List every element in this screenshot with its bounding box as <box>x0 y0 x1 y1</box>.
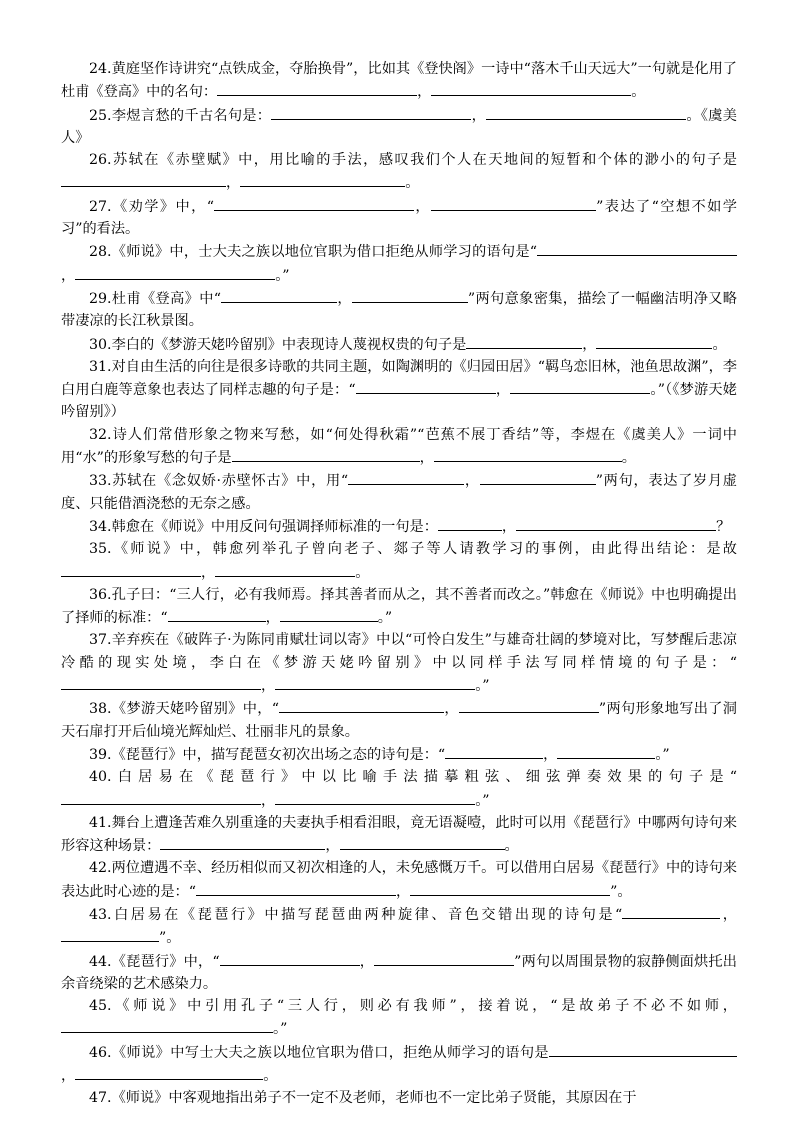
question-text: ”。 <box>159 930 181 947</box>
answer-blank[interactable] <box>240 171 405 187</box>
question-text: ， <box>720 906 737 923</box>
answer-blank[interactable] <box>271 104 471 120</box>
question-text: 25.李煜言愁的千古名句是： <box>89 107 272 124</box>
question-text: ， <box>419 450 434 467</box>
question-text: 36.孔子曰：“三人行，必有我师焉。择其善者而从之，其不善者而改之。”韩愈在《师说》中也明确提出了择师的标准：“ <box>61 586 737 627</box>
question-text: 。 <box>504 838 519 855</box>
question-text: 。”（《梦游天姥吟留别》） <box>61 382 737 421</box>
question-text: 35.《师说》中，韩愈列举孔子曾向老子、郯子等人请教学习的事例，由此得出结论：是故 <box>89 541 737 558</box>
question-text: 34.韩愈在《师说》中用反问句强调择师标准的一句是： <box>89 518 438 535</box>
question-text: 26.苏轼在《赤壁赋》中，用比喻的手法，感叹我们个人在天地间的短暂和个体的渺小的句子是 <box>89 152 737 169</box>
question-text: 。” <box>273 1021 288 1038</box>
question-item <box>61 743 737 766</box>
question-item <box>61 469 737 515</box>
answer-blank[interactable] <box>549 1041 737 1057</box>
answer-blank[interactable] <box>214 195 414 211</box>
question-item <box>61 629 737 697</box>
question-text: 。” <box>655 746 670 763</box>
answer-blank[interactable] <box>431 195 596 211</box>
question-text: ”两句，表达了岁月虚度、只能借酒浇愁的无奈之感。 <box>61 473 737 512</box>
question-item <box>61 584 737 630</box>
question-text: ， <box>582 336 597 353</box>
answer-blank[interactable] <box>537 240 737 256</box>
question-item <box>61 195 737 241</box>
question-text: 44.《琵琶行》中，“ <box>89 953 220 970</box>
answer-blank[interactable] <box>438 515 502 531</box>
question-text: 40.白居易在《琵琶行》中以比喻手法描摹粗弦、细弦弹奏效果的句子是“ <box>89 769 737 786</box>
question-item <box>61 58 737 104</box>
answer-blank[interactable] <box>622 903 720 919</box>
question-text: 28.《师说》中，士大夫之族以地位官职为借口拒绝从师学习的语句是“ <box>89 244 537 261</box>
question-item <box>61 240 737 287</box>
question-text: 31.对自由生活的向往是很多诗歌的共同主题，如陶渊明的《归园田居》“羁鸟恋旧林，池鱼思故渊”，李白用白鹿等意象也表达了同样志趣的句子是：“ <box>61 358 737 399</box>
answer-blank[interactable] <box>596 333 712 349</box>
answer-blank[interactable] <box>279 697 444 713</box>
question-text: 。 <box>355 564 370 581</box>
answer-blank[interactable] <box>431 80 631 96</box>
question-item <box>61 766 737 812</box>
question-text: ， <box>337 290 352 307</box>
answer-blank[interactable] <box>61 1017 273 1033</box>
question-text: ”。 <box>610 883 632 900</box>
question-text: ， <box>226 175 241 192</box>
question-text: 。 <box>621 450 636 467</box>
question-text: 45.《师说》中引用孔子“三人行，则必有我师”，接着说，“是故弟子不必不如师， <box>89 998 737 1015</box>
question-text: ， <box>543 746 558 763</box>
answer-blank[interactable] <box>215 561 355 577</box>
question-text: 。 <box>405 175 420 192</box>
question-text: 。” <box>475 792 490 809</box>
answer-blank[interactable] <box>410 880 610 896</box>
question-text: 42.两位遭遇不幸、经历相似而又初次相逢的人，未免感慨万千。可以借用白居易《琵琶行》中的诗句来表达此时心迹的是：“ <box>61 860 737 900</box>
answer-blank[interactable] <box>61 926 159 942</box>
answer-blank[interactable] <box>352 287 468 303</box>
answer-blank[interactable] <box>510 378 650 394</box>
answer-blank[interactable] <box>232 446 420 462</box>
question-item <box>61 424 737 470</box>
question-text: 。” <box>377 610 393 627</box>
question-text: ， <box>261 792 276 809</box>
answer-blank[interactable] <box>480 469 596 485</box>
answer-blank[interactable] <box>196 880 396 896</box>
answer-blank[interactable] <box>466 333 582 349</box>
answer-blank[interactable] <box>348 469 464 485</box>
question-item <box>61 697 737 743</box>
answer-blank[interactable] <box>61 171 226 187</box>
question-item <box>61 903 737 950</box>
question-text: 27.《劝学》中，“ <box>89 198 214 215</box>
question-text: ， <box>325 838 340 855</box>
question-text: 。” <box>275 267 290 284</box>
question-text: ， <box>495 382 511 399</box>
question-text: ”两句以周围景物的寂静侧面烘托出余音绕梁的艺术感染力。 <box>61 953 737 992</box>
question-text: 46.《师说》中写士大夫之族以地位官职为借口，拒绝从师学习的语句是 <box>89 1044 549 1061</box>
question-text: 47.《师说》中客观地指出弟子不一定不及老师，老师也不一定比弟子贤能，其原因在于 <box>89 1090 637 1107</box>
question-text: 。 <box>712 336 727 353</box>
question-item <box>61 1087 737 1109</box>
answer-blank[interactable] <box>516 515 716 531</box>
question-text: 29.杜甫《登高》中“ <box>89 290 221 307</box>
question-text: ， <box>261 678 276 695</box>
answer-blank[interactable] <box>61 561 201 577</box>
answer-blank[interactable] <box>75 264 275 280</box>
question-text: ， <box>444 701 459 718</box>
question-text: ， <box>417 84 432 101</box>
question-text: 41.舞台上遭逢苦难久别重逢的夫妻执手相看泪眼，竟无语凝噎，此时可以用《琵琶行》中哪两句诗句来形容这种场景： <box>61 814 737 855</box>
question-item <box>61 104 737 150</box>
question-text: ”表达了“空想不如学习”的看法。 <box>61 198 737 238</box>
question-text: 30.李白的《梦游天姥吟留别》中表现诗人蔑视权贵的句子是 <box>89 336 467 353</box>
question-text: 。 <box>263 1068 278 1085</box>
answer-blank[interactable] <box>61 789 261 805</box>
question-text: ， <box>201 564 216 581</box>
answer-blank[interactable] <box>340 834 505 850</box>
question-item <box>61 149 737 195</box>
answer-blank[interactable] <box>75 1064 263 1080</box>
question-item <box>61 950 737 996</box>
question-text: ， <box>464 473 480 490</box>
question-item <box>61 857 737 903</box>
answer-blank[interactable] <box>434 446 622 462</box>
answer-blank[interactable] <box>217 80 417 96</box>
answer-blank[interactable] <box>445 743 543 759</box>
question-text: ， <box>61 1068 76 1085</box>
question-text: 39.《琵琶行》中，描写琵琶女初次出场之态的诗句是：“ <box>89 746 446 763</box>
question-text: ， <box>265 610 280 627</box>
answer-blank[interactable] <box>486 104 686 120</box>
question-list <box>61 58 737 1110</box>
question-text: 。 <box>631 84 646 101</box>
question-text: 。《虞美人》 <box>61 107 737 146</box>
question-text: ， <box>61 267 76 284</box>
question-text: 24.黄庭坚作诗讲究“点铁成金，夺胎换骨”，比如其《登快阁》一诗中“落木千山天远大”一句就是化用了杜甫《登高》中的名句： <box>61 61 737 101</box>
question-text: ， <box>395 883 411 900</box>
answer-blank[interactable] <box>356 378 496 394</box>
answer-blank[interactable] <box>557 743 655 759</box>
question-item <box>61 538 737 584</box>
question-text: 。” <box>475 678 490 695</box>
answer-blank[interactable] <box>459 697 599 713</box>
question-text: ， <box>414 198 432 215</box>
question-item <box>61 333 737 356</box>
question-text: ， <box>501 518 517 535</box>
answer-blank[interactable] <box>220 950 360 966</box>
question-item <box>61 812 737 858</box>
answer-blank[interactable] <box>374 950 514 966</box>
question-text: ”两句形象地写出了洞天石扉打开后仙境光辉灿烂、壮丽非凡的景象。 <box>61 701 737 740</box>
question-text: ， <box>359 953 375 970</box>
question-text: 38.《梦游天姥吟留别》中，“ <box>89 701 280 718</box>
question-text: 33.苏轼在《念奴娇·赤壁怀古》中，用“ <box>89 473 349 490</box>
answer-blank[interactable] <box>275 674 475 690</box>
question-text: ”两句意象密集，描绘了一幅幽洁明净又略带凄凉的长江秋景图。 <box>61 290 737 330</box>
question-item <box>61 356 737 424</box>
question-text: 32.诗人们常借形象之物来写愁，如“何处得秋霜”“芭蕉不展丁香结”等，李煜在《虞美人》一词中用“水”的形象写愁的句子是 <box>61 426 737 467</box>
question-text: ， <box>471 107 487 124</box>
answer-blank[interactable] <box>275 789 475 805</box>
answer-blank[interactable] <box>168 606 266 622</box>
answer-blank[interactable] <box>160 834 325 850</box>
question-text: 43.白居易在《琵琶行》中描写琵琶曲两种旋律、音色交错出现的诗句是“ <box>89 906 623 923</box>
question-item <box>61 515 737 538</box>
question-item <box>61 995 737 1041</box>
question-text: 37.辛弃疾在《破阵子·为陈同甫赋壮词以寄》中以“可怜白发生”与雄奇壮阔的梦境对比，写梦醒后悲凉冷酷的现实处境，李白在《梦游天姥吟留别》中以同样手法写同样情境的句子是：“ <box>61 632 737 671</box>
question-text: ？ <box>716 518 731 535</box>
answer-blank[interactable] <box>280 606 378 622</box>
answer-blank[interactable] <box>61 674 261 690</box>
question-item <box>61 287 737 333</box>
question-item <box>61 1041 737 1088</box>
answer-blank[interactable] <box>221 287 337 303</box>
